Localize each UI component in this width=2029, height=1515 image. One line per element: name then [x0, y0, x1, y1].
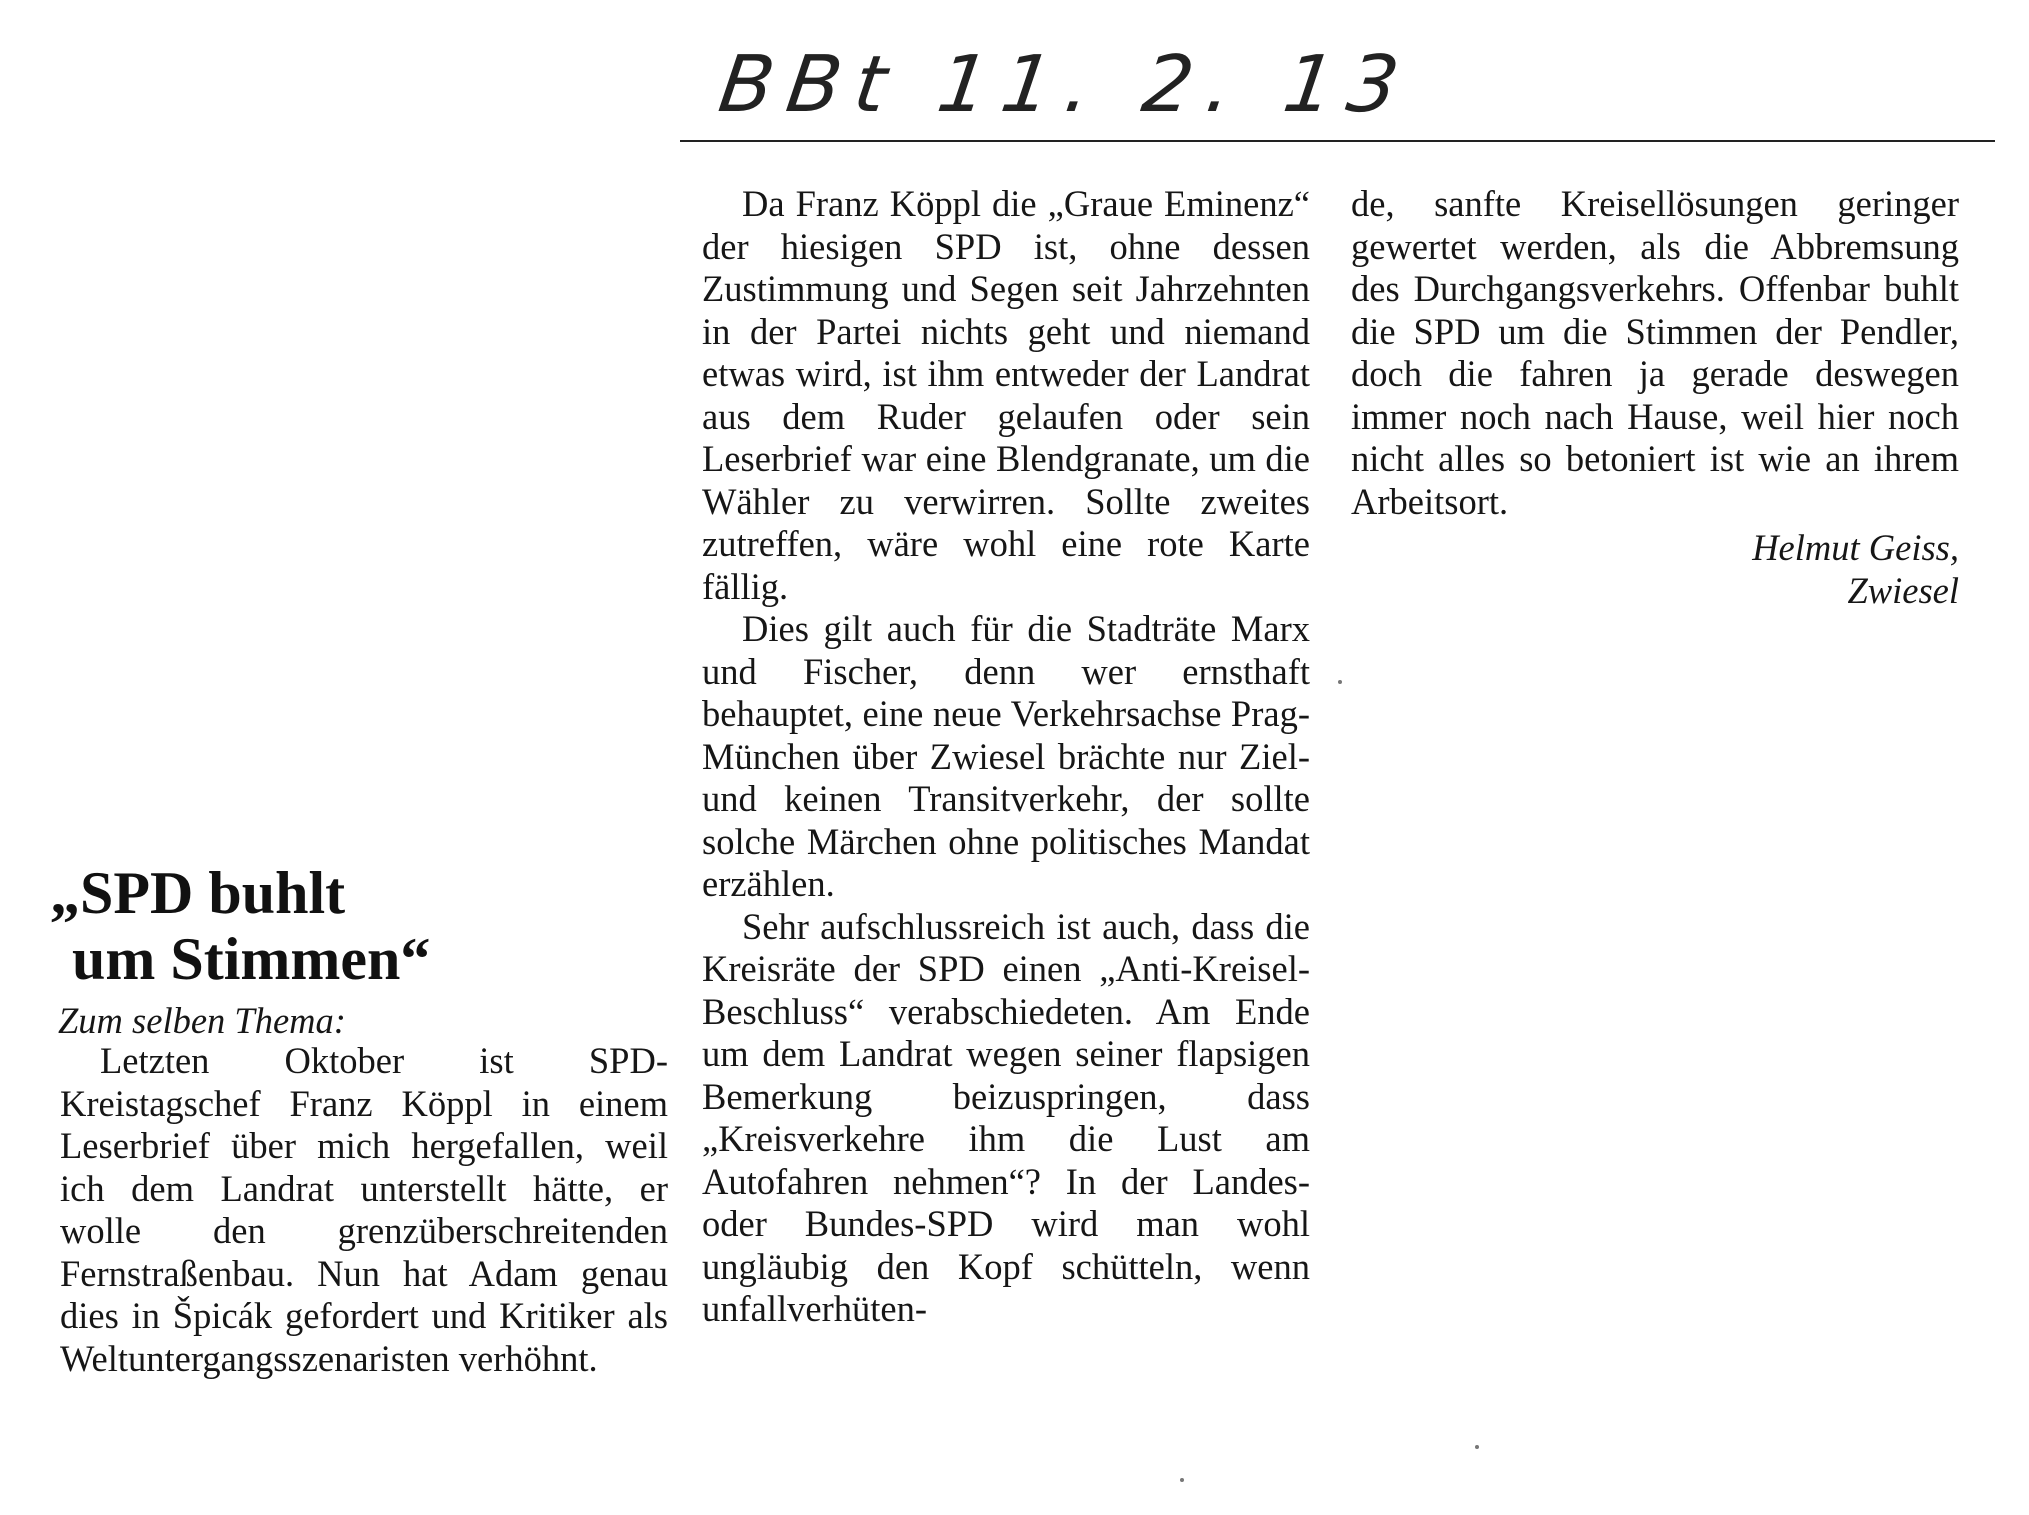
- left-paragraph-1: Letzten Oktober ist SPD-Kreistagschef Franz Köppl in einem Leserbrief über mich hergefallen, weil ich dem Landrat unterstellt hätte, er wolle den grenzüberschreitenden Fernstraßenbau. Nun hat Adam genau dies in Špicák gefordert und Kritiker als Weltuntergangsszenaristen verhöhnt.: [60, 1040, 668, 1379]
- scan-speck: [1475, 1445, 1479, 1449]
- middle-paragraph-3: Sehr aufschlussreich ist auch, dass die Kreisräte der SPD einen „Anti-Kreisel-Beschluss“ verabschiedeten. Am Ende um dem Landrat wegen seiner flapsigen Bemerkung beizuspringen, dass „Kreisverkehre ihm die Lust am Autofahren nehmen“? In der Landes- oder Bundes-SPD wird man wohl ungläubig den Kopf schütteln, wenn unfallverhüten-: [702, 905, 1310, 1329]
- right-paragraph-1: de, sanfte Kreisellösungen geringer gewertet werden, als die Abbremsung des Durchgangsverkehrs. Offenbar buhlt die SPD um die Stimmen der Pendler, doch die fahren ja gerade deswegen immer noch nach Hause, weil hier noch nicht alles so betoniert ist wie an ihrem Arbeitsort.: [1351, 183, 1959, 522]
- author-signature: [1351, 527, 1959, 612]
- middle-paragraph-2: Dies gilt auch für die Stadträte Marx und Fischer, denn wer ernsthaft behauptet, eine neue Verkehrsachse Prag-München über Zwiesel brächte nur Ziel- und keinen Transitverkehr, der sollte solche Märchen ohne politisches Mandat erzählen.: [702, 608, 1310, 904]
- author-name: Helmut Geiss,: [1752, 527, 1959, 568]
- article-subtitle: Zum selben Thema:: [58, 1000, 346, 1041]
- handwritten-date-note: BBt 11. 2. 13: [713, 40, 1419, 130]
- headline-line-1: „SPD buhlt: [50, 860, 346, 926]
- author-place: Zwiesel: [1847, 569, 1959, 611]
- headline-line-2: um Stimmen“: [72, 926, 431, 992]
- scan-speck: [1180, 1478, 1184, 1482]
- scan-speck: [1338, 680, 1342, 684]
- article-headline: [50, 860, 670, 992]
- column-middle: [702, 183, 1310, 1331]
- middle-paragraph-1: Da Franz Köppl die „Graue Eminenz“ der hiesigen SPD ist, ohne dessen Zustimmung und Segen seit Jahrzehnten in der Partei nichts geht und niemand etwas wird, ist ihm entweder der Landrat aus dem Ruder gelaufen oder sein Leserbrief war eine Blendgranate, um die Wähler zu verwirren. Sollte zweites zutreffen, wäre wohl eine rote Karte fällig.: [702, 183, 1310, 607]
- top-divider-rule: [680, 140, 1995, 142]
- column-left: [60, 1040, 668, 1380]
- column-right: [1351, 183, 1959, 612]
